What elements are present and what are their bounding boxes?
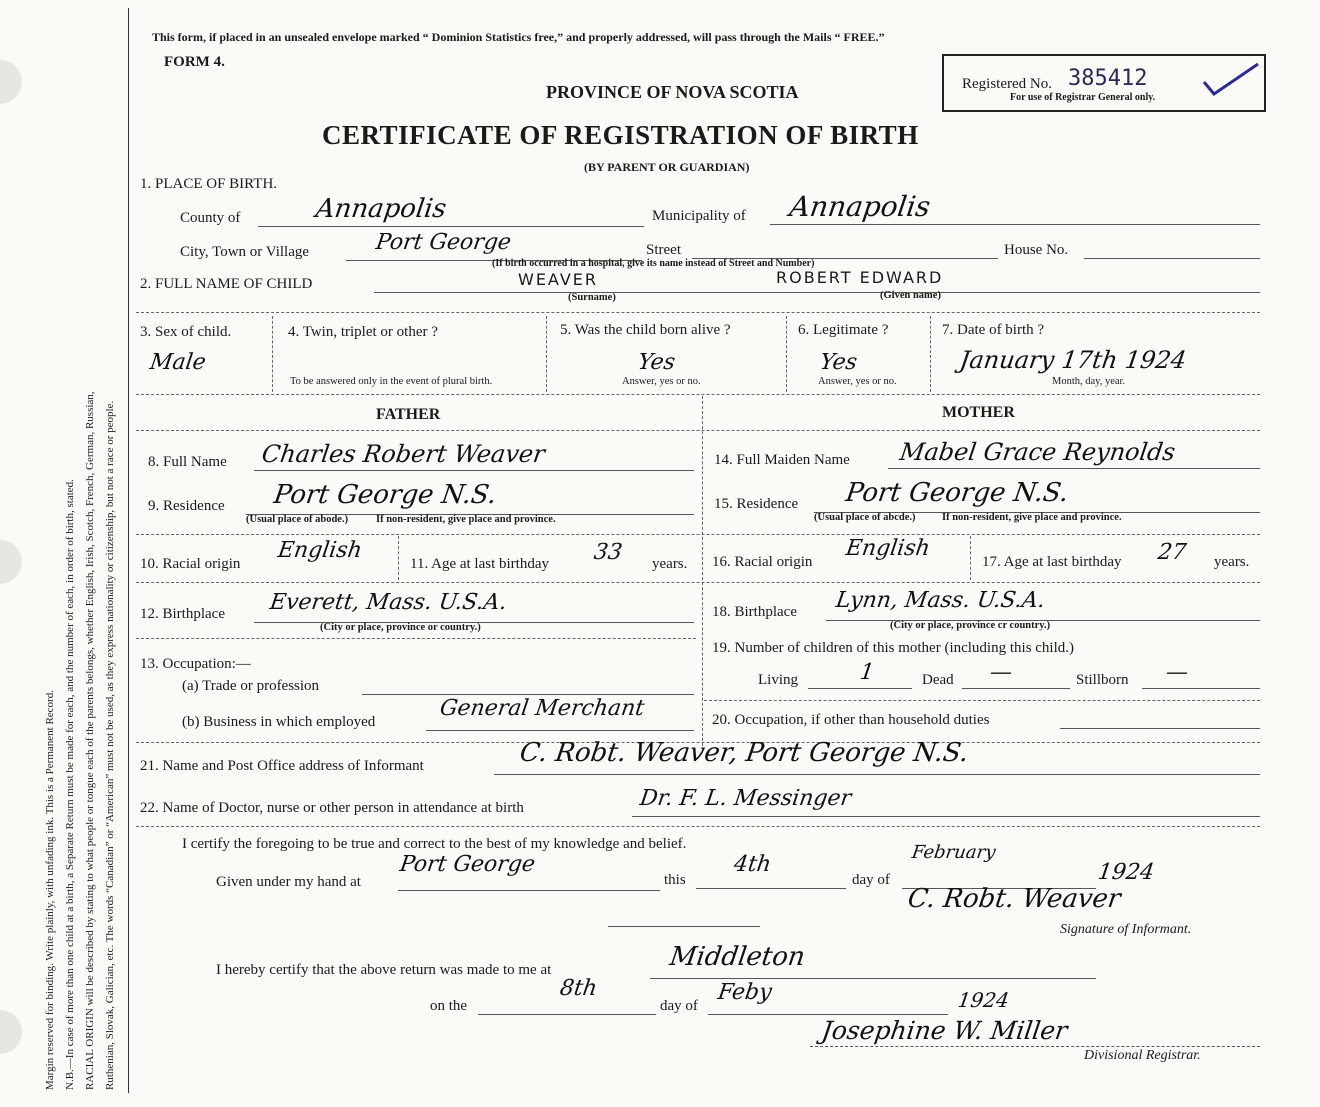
legitimate-note: Answer, yes or no. <box>818 376 897 387</box>
mother-age-label: 17. Age at last birthday <box>982 554 1122 570</box>
registration-month-value: Feby <box>716 980 774 1005</box>
mother-birthplace-note: (City or place, province cr country.) <box>890 620 1051 631</box>
child-surname: WEAVER <box>518 270 599 289</box>
mother-name-value: Mabel Grace Reynolds <box>898 438 1178 466</box>
date-of-birth-label: 7. Date of birth ? <box>942 322 1045 338</box>
municipality-label: Municipality of <box>652 208 746 224</box>
business-value: General Merchant <box>438 696 646 721</box>
father-residence-value: Port George N.S. <box>271 480 499 510</box>
city-label: City, Town or Village <box>180 244 310 260</box>
surname-note: (Surname) <box>568 292 616 303</box>
stillborn-value: — <box>1164 660 1190 685</box>
city-value: Port George <box>374 230 513 255</box>
binding-hole-middle <box>0 540 22 584</box>
mailing-notice: This form, if placed in an unsealed envelope marked “ Dominion Statistics free,” and properly addressed, will pass through the Mails “ FREE.” <box>152 30 885 44</box>
father-abode-note: (Usual place of abode.) <box>246 514 349 525</box>
father-birthplace-label: 12. Birthplace <box>140 606 225 622</box>
living-label: Living <box>758 672 798 688</box>
house-number-label: House No. <box>1004 242 1069 258</box>
twin-label: 4. Twin, triplet or other ? <box>288 324 438 340</box>
doctor-value: Dr. F. L. Messinger <box>638 786 853 811</box>
dead-label: Dead <box>922 672 954 688</box>
margin-note-4: Ruthenian, Slovak, Galician, etc. The words “Canadian” or “American” must not be used, as they express nationality or citizenship, but not a race or people. <box>104 400 116 1090</box>
registrar-only-note: For use of Registrar General only. <box>1010 92 1156 103</box>
father-birthplace-note: (City or place, province or country.) <box>320 622 481 633</box>
date-of-birth-value: January 17th 1924 <box>958 346 1189 374</box>
mother-nonresident-note: If non-resident, give place and province. <box>942 512 1122 523</box>
registrar-signature-label: Divisional Registrar. <box>1084 1048 1201 1063</box>
mother-race-label: 16. Racial origin <box>712 554 813 570</box>
binding-hole-top <box>0 60 22 104</box>
legitimate-label: 6. Legitimate ? <box>798 322 889 338</box>
certify-statement: I certify the foregoing to be true and correct to the best of my knowledge and belief. <box>182 836 687 852</box>
margin-note-3: RACIAL ORIGIN will be described by stating to what people or tongue each of the parents belongs, whether English, Irish, Scotch, French, German, Russian, <box>84 391 96 1090</box>
registration-day-value: 8th <box>558 976 599 1001</box>
county-label: County of <box>180 210 241 226</box>
registration-day-of-label: day of <box>660 998 698 1014</box>
mother-age-value: 27 <box>1156 540 1188 565</box>
father-birthplace-value: Everett, Mass. U.S.A. <box>268 590 509 615</box>
mother-name-label: 14. Full Maiden Name <box>714 452 850 468</box>
mother-birthplace-label: 18. Birthplace <box>712 604 797 620</box>
father-name-value: Charles Robert Weaver <box>260 440 547 468</box>
stillborn-label: Stillborn <box>1076 672 1129 688</box>
given-name-note: (Given name) <box>880 290 941 301</box>
form-number: FORM 4. <box>164 54 225 70</box>
county-value: Annapolis <box>313 194 449 224</box>
mother-residence-label: 15. Residence <box>714 496 799 512</box>
father-race-value: English <box>276 538 364 563</box>
business-label: (b) Business in which employed <box>182 714 376 730</box>
certificate-title: CERTIFICATE OF REGISTRATION OF BIRTH <box>322 120 919 150</box>
hospital-note: (If birth occurred in a hospital, give its name instead of Street and Number) <box>492 258 815 269</box>
mother-race-value: English <box>844 536 932 561</box>
certificate-subtitle: (BY PARENT OR GUARDIAN) <box>584 160 750 174</box>
given-day-value: 4th <box>732 852 773 877</box>
father-race-label: 10. Racial origin <box>140 556 241 572</box>
occupation-label: 13. Occupation:— <box>140 656 251 672</box>
given-place-value: Port George <box>398 852 537 877</box>
living-value: 1 <box>858 660 876 685</box>
mother-abode-note: (Usual place of abcde.) <box>814 512 916 523</box>
father-age-value: 33 <box>592 540 624 565</box>
doctor-label: 22. Name of Doctor, nurse or other person in attendance at birth <box>140 800 524 816</box>
born-alive-label: 5. Was the child born alive ? <box>560 322 731 338</box>
informant-label: 21. Name and Post Office address of Informant <box>140 758 424 774</box>
mother-age-years: years. <box>1214 554 1250 570</box>
informant-value: C. Robt. Weaver, Port George N.S. <box>517 738 971 768</box>
twin-note: To be answered only in the event of plural birth. <box>290 376 493 387</box>
given-under-label: Given under my hand at <box>216 874 361 890</box>
dead-value: — <box>988 660 1014 685</box>
margin-note-1: Margin reserved for binding. Write plainly, with unfading ink. This is a Permanent Record. <box>44 690 56 1090</box>
given-year-value: 1924 <box>1096 860 1156 885</box>
mother-birthplace-value: Lynn, Mass. U.S.A. <box>834 588 1047 613</box>
father-age-years: years. <box>652 556 688 572</box>
registered-label: Registered No. <box>962 76 1052 92</box>
street-label: Street <box>646 242 681 258</box>
father-age-label: 11. Age at last birthday <box>410 556 549 572</box>
informant-signature: C. Robt. Weaver <box>905 884 1123 914</box>
born-alive-note: Answer, yes or no. <box>622 376 701 387</box>
legitimate-value: Yes <box>818 350 859 375</box>
sex-label: 3. Sex of child. <box>140 324 232 340</box>
on-the-label: on the <box>430 998 468 1014</box>
registered-number: 385412 <box>1068 66 1148 91</box>
father-name-label: 8. Full Name <box>148 454 227 470</box>
trade-label: (a) Trade or profession <box>182 678 320 694</box>
place-of-birth-label: 1. PLACE OF BIRTH. <box>140 176 278 192</box>
children-count-label: 19. Number of children of this mother (including this child.) <box>712 640 1075 656</box>
father-heading: FATHER <box>376 406 441 423</box>
margin-note-2: N.B.—In case of more than one child at a birth, a Separate Return must be made for each, and the number of each, in order of birth, stated. <box>64 479 76 1090</box>
registrar-signature: Josephine W. Miller <box>819 1016 1070 1045</box>
mother-heading: MOTHER <box>942 404 1015 421</box>
sex-value: Male <box>148 350 208 375</box>
this-label: this <box>664 872 686 888</box>
child-name-label: 2. FULL NAME OF CHILD <box>140 276 313 292</box>
child-given-name: ROBERT EDWARD <box>776 268 944 287</box>
day-of-label: day of <box>852 872 890 888</box>
born-alive-value: Yes <box>636 350 677 375</box>
binding-hole-bottom <box>0 1010 22 1054</box>
father-nonresident-note: If non-resident, give place and province. <box>376 514 556 525</box>
checkmark-icon <box>1200 60 1264 100</box>
mother-occupation-label: 20. Occupation, if other than household duties <box>712 712 990 728</box>
registration-year-value: 1924 <box>956 988 1011 1012</box>
registrar-certify-label: I hereby certify that the above return was made to me at <box>216 962 552 978</box>
father-residence-label: 9. Residence <box>148 498 225 514</box>
mother-residence-value: Port George N.S. <box>843 478 1071 508</box>
date-of-birth-note: Month, day, year. <box>1052 376 1126 387</box>
registration-place-value: Middleton <box>667 942 807 972</box>
informant-signature-label: Signature of Informant. <box>1060 922 1192 937</box>
margin-border <box>128 8 129 1093</box>
province-heading: PROVINCE OF NOVA SCOTIA <box>546 82 799 102</box>
municipality-value: Annapolis <box>787 190 933 223</box>
given-month-value: February <box>910 842 997 863</box>
